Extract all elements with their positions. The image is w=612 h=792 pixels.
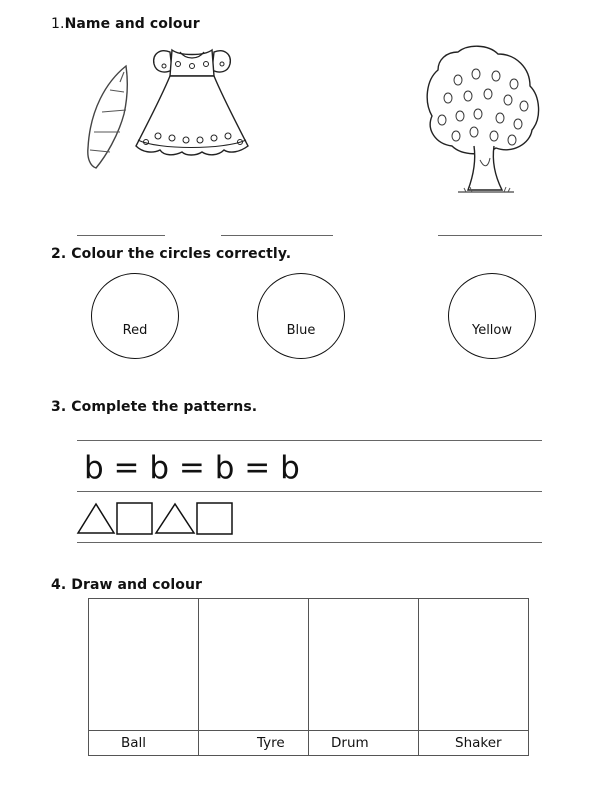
- shaker-label: Shaker: [455, 735, 502, 751]
- pattern-line-top: [77, 440, 542, 441]
- q2-heading: 2. Colour the circles correctly.: [51, 246, 292, 262]
- leaf-icon: [80, 52, 132, 172]
- q1-heading: [51, 16, 200, 32]
- draw-box-ball[interactable]: [89, 599, 199, 731]
- q1-answer-line-1[interactable]: [77, 235, 165, 236]
- circle-yellow-label: Yellow: [471, 323, 513, 338]
- draw-table: [88, 598, 529, 756]
- square-shape: [197, 503, 232, 534]
- draw-box-shaker[interactable]: [419, 599, 529, 731]
- circle-red-label: Red: [122, 323, 148, 338]
- q1-title: Name and colour: [64, 16, 200, 32]
- tyre-label: Tyre: [257, 735, 285, 751]
- draw-box-drum[interactable]: [309, 599, 419, 731]
- q1-number: 1.: [51, 16, 65, 32]
- column-label-drum: [309, 731, 419, 756]
- circle-blue[interactable]: [257, 273, 345, 359]
- ball-label: Ball: [121, 735, 147, 751]
- letter-pattern: b = b = b = b: [84, 450, 300, 486]
- column-label-tyre: [199, 731, 309, 756]
- drum-label: Drum: [331, 735, 369, 751]
- q4-heading: 4. Draw and colour: [51, 577, 203, 593]
- q3-heading: 3. Complete the patterns.: [51, 399, 258, 415]
- shape-pattern: [76, 500, 236, 538]
- square-shape: [117, 503, 152, 534]
- pattern-line-middle: [77, 491, 542, 492]
- triangle-shape: [156, 504, 194, 533]
- circle-blue-label: Blue: [286, 323, 316, 338]
- column-label-ball: [89, 731, 199, 756]
- circle-red[interactable]: [91, 273, 179, 359]
- circle-yellow[interactable]: [448, 273, 536, 359]
- draw-box-tyre[interactable]: [199, 599, 309, 731]
- q1-answer-line-3[interactable]: [438, 235, 542, 236]
- column-label-shaker: [419, 731, 529, 756]
- triangle-shape: [78, 504, 114, 533]
- tree-icon: [418, 40, 546, 200]
- pattern-line-bottom: [77, 542, 542, 543]
- dress-icon: [128, 40, 256, 168]
- q1-answer-line-2[interactable]: [221, 235, 333, 236]
